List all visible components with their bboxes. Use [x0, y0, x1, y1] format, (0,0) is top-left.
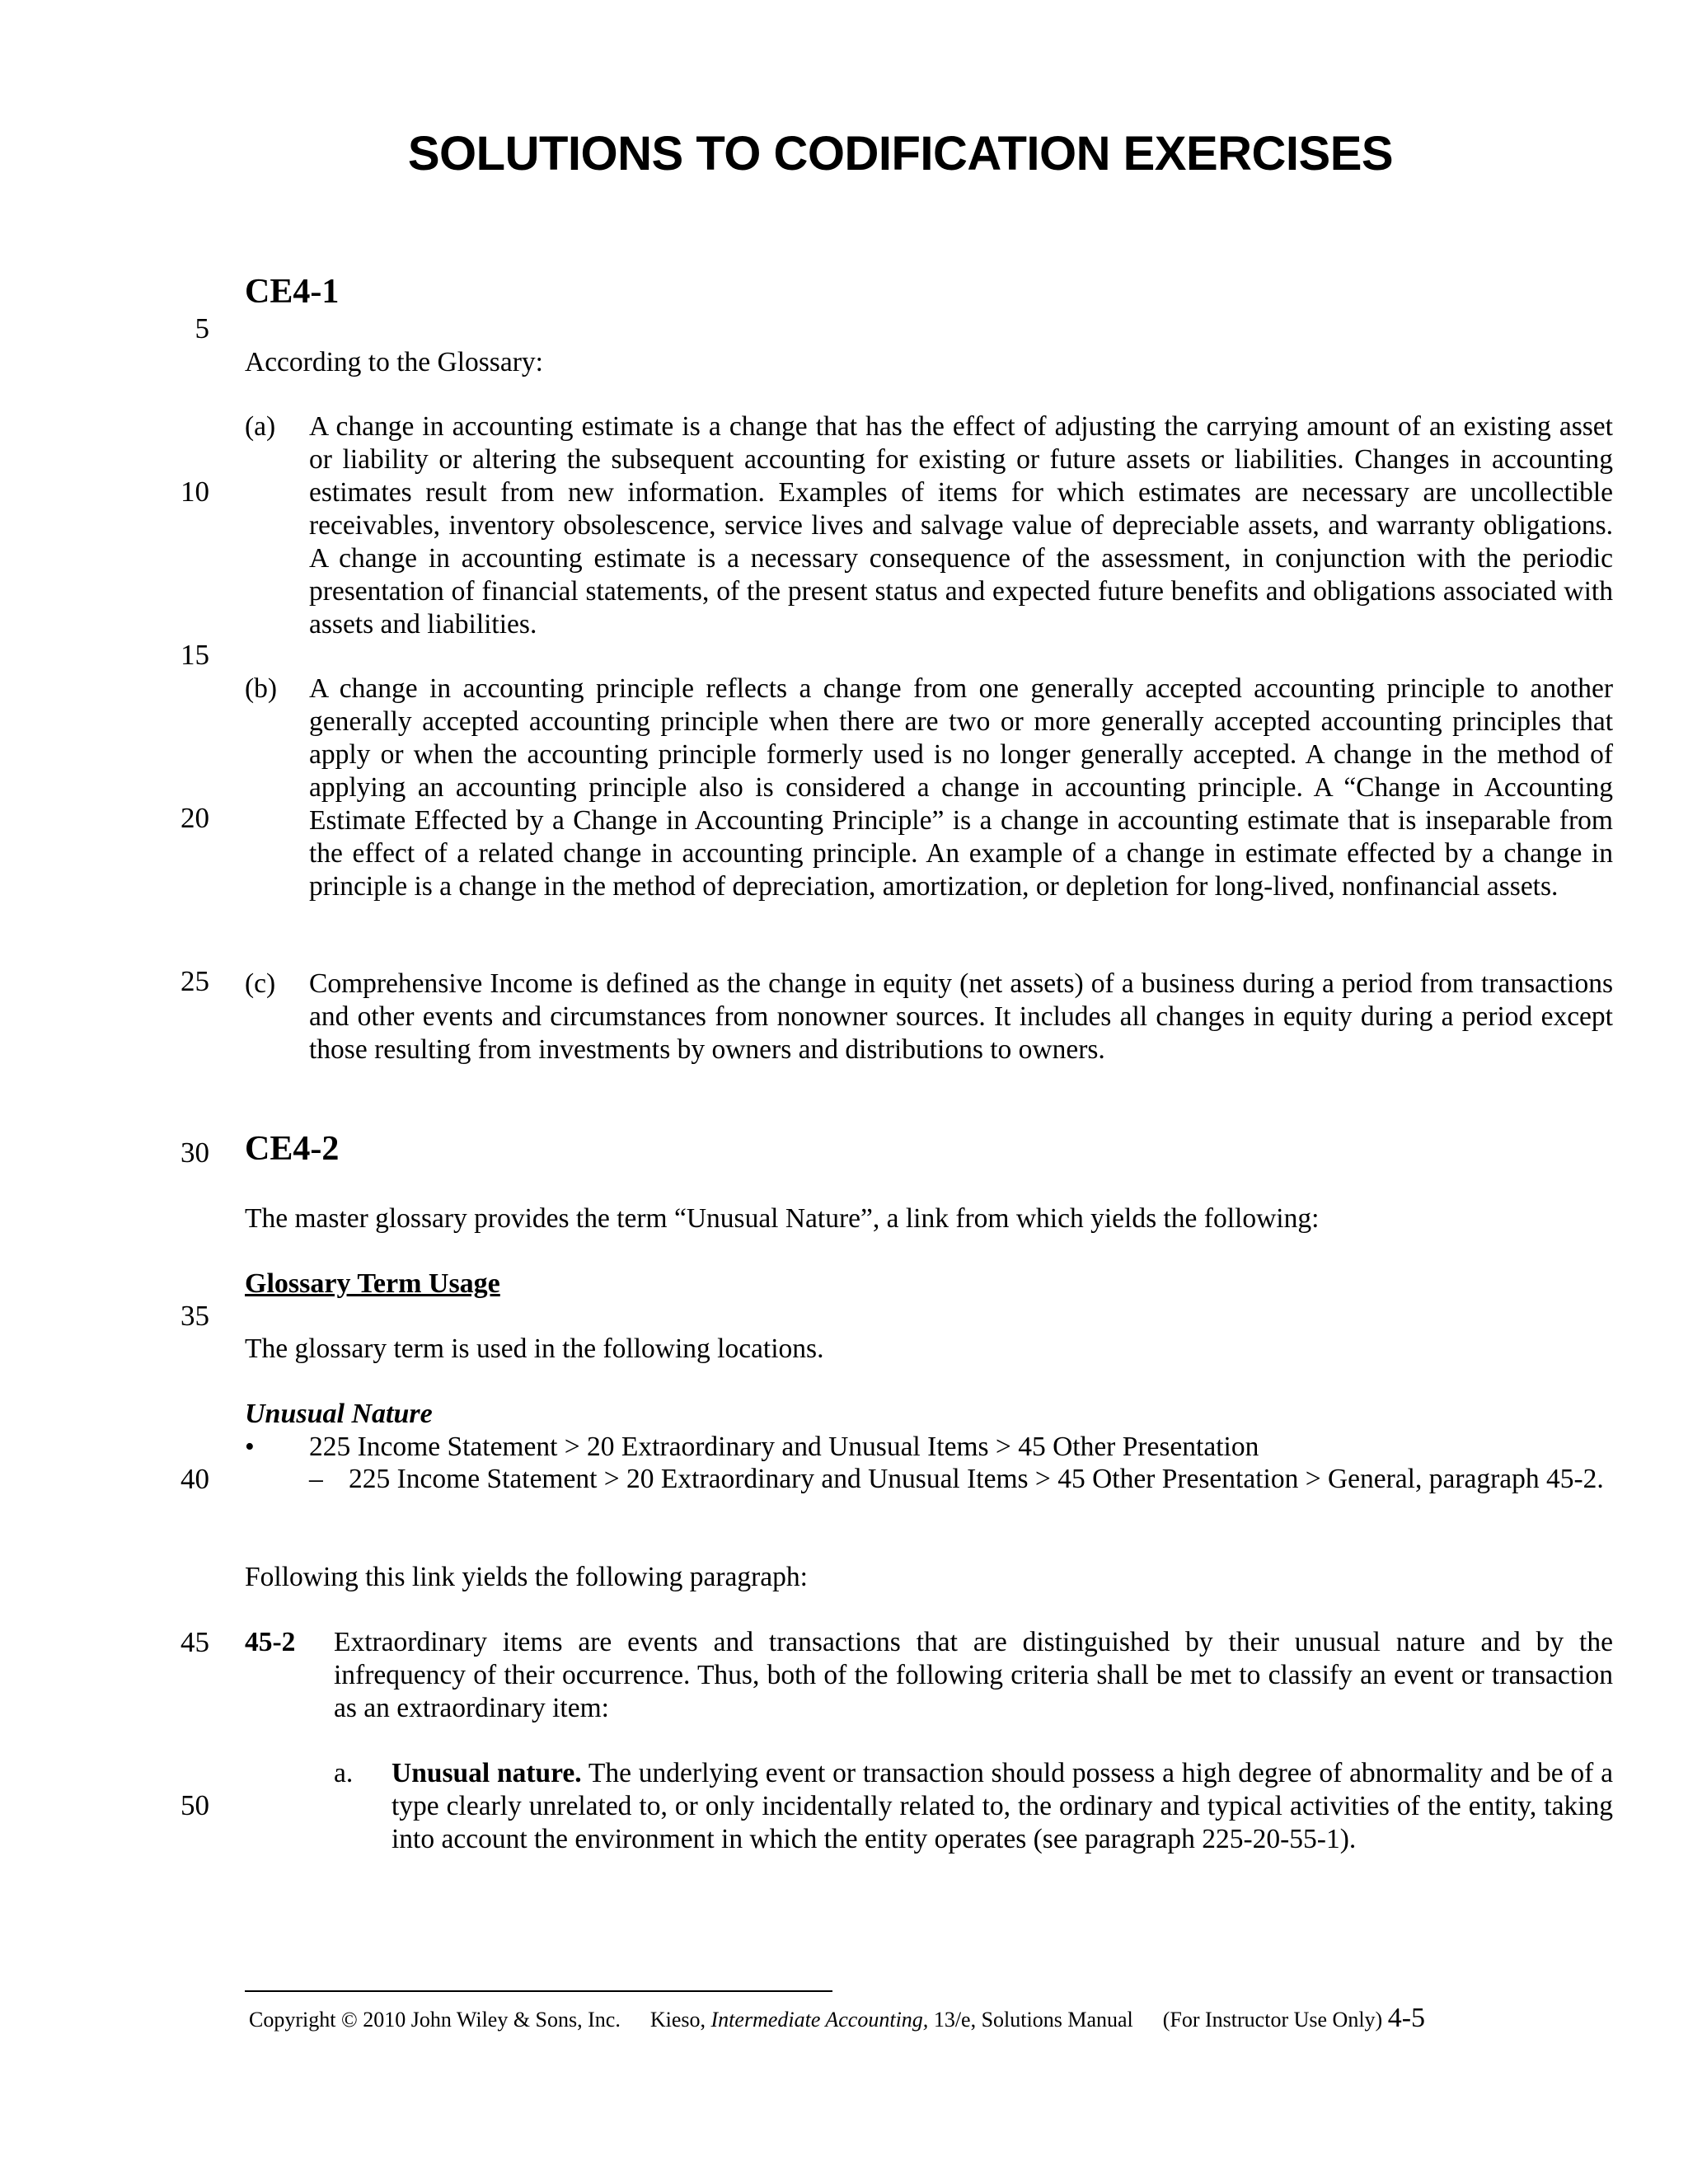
line-number: 45	[181, 1626, 209, 1658]
ce4-1-intro: According to the Glossary:	[245, 347, 543, 377]
criteria-text	[392, 1757, 1613, 1856]
list-item-label: (a)	[245, 411, 276, 442]
line-number: 20	[181, 802, 209, 834]
follow-text: Following this link yields the following paragraph:	[245, 1562, 808, 1592]
list-item-text: A change in accounting estimate is a change that has the effect of adjusting the carrying amount of an existing asset or liability or altering the subsequent accounting for existing or future assets or liabilities. Changes in accounting estimates result from new information. Examples of items for which estimates are necessary are uncollectible receivables, inventory obsolescence, service lives and salvage value of depreciable assets, and warranty obligations. A change in accounting estimate is a necessary consequence of the assessment, in conjunction with the periodic presentation of financial statements, of the present status and expected future benefits and obligations associated with assets and liabilities.	[309, 411, 1613, 640]
footer-usage: (For Instructor Use Only)	[1162, 2008, 1383, 2032]
page-number: 4-5	[1387, 2003, 1426, 2033]
line-number: 35	[181, 1300, 209, 1332]
criteria-description: The underlying event or transaction should possess a high degree of abnormality and be of a type clearly unrelated to, or only incidentally related to, the ordinary and typical activities of the entity, taking into account the environment in which the entity operates (see paragraph 225-20-55-1).	[392, 1758, 1613, 1854]
footer-author: Kieso,	[649, 2008, 711, 2032]
ce4-2-intro: The master glossary provides the term “Unusual Nature”, a link from which yields the following:	[245, 1203, 1320, 1234]
line-number: 15	[181, 639, 209, 671]
paragraph-45-2	[245, 1626, 1613, 1725]
list-item-label: (b)	[245, 673, 278, 704]
bullet-text: 225 Income Statement > 20 Extraordinary and Unusual Items > 45 Other Presentation	[309, 1432, 1259, 1462]
footer-edition: 13/e, Solutions Manual	[928, 2008, 1133, 2032]
list-item-b	[245, 673, 1613, 903]
bullet-icon: •	[245, 1432, 255, 1462]
criteria-label: a.	[334, 1758, 354, 1788]
footer-book-title: Intermediate Accounting,	[710, 2008, 929, 2032]
paragraph-text: Extraordinary items are events and transactions that are distinguished by their unusual nature and by the infrequency of their occurrence. Thus, both of the following criteria shall be met to classify an event or transaction as an extraordinary item:	[334, 1627, 1613, 1723]
dash-text: 225 Income Statement > 20 Extraordinary and Unusual Items > 45 Other Presentation > General, paragraph 45-2.	[349, 1464, 1604, 1494]
page-title: SOLUTIONS TO CODIFICATION EXERCISES	[407, 127, 1394, 180]
line-number: 40	[181, 1463, 209, 1495]
line-number: 10	[181, 476, 209, 508]
line-number: 25	[181, 965, 209, 997]
list-item-c	[245, 968, 1613, 1066]
list-item-text: A change in accounting principle reflects a change from one generally accepted accounting principle to another generally accepted accounting principle when there are two or more generally accepted accounting principles that apply or when the accounting principle formerly used is no longer generally accepted. A change in the method of applying an accounting principle also is considered a change in accounting principle. A “Change in Accounting Estimate Effected by a Change in Accounting Principle” is a change in accounting estimate that is inseparable from the effect of a related change in accounting principle. An example of a change in estimate effected by a change in principle is a change in the method of depreciation, amortization, or depletion for long-lived, nonfinancial assets.	[309, 673, 1613, 902]
dash-item	[309, 1463, 1613, 1496]
list-item-text: Comprehensive Income is defined as the change in equity (net assets) of a business during a period from transactions and other events and circumstances from nonowner sources. It includes all changes in equity during a period except those resulting from investments by owners and distributions to owners.	[309, 968, 1613, 1065]
criteria-term: Unusual nature.	[392, 1758, 582, 1788]
footer-rule	[245, 1990, 832, 1992]
line-number: 50	[181, 1789, 209, 1821]
list-item-label: (c)	[245, 968, 276, 999]
paragraph-label: 45-2	[245, 1627, 296, 1657]
list-item-a	[245, 410, 1613, 641]
section-heading-ce4-2: CE4-2	[245, 1130, 340, 1168]
bullet-item	[245, 1431, 1613, 1464]
page-footer	[249, 2004, 1425, 2032]
glossary-intro: The glossary term is used in the following locations.	[245, 1333, 824, 1364]
term-heading: Unusual Nature	[245, 1399, 433, 1429]
footer-copyright: Copyright © 2010 John Wiley & Sons, Inc.	[249, 2008, 621, 2032]
line-number: 5	[195, 312, 209, 344]
glossary-term-usage-heading: Glossary Term Usage	[245, 1268, 500, 1299]
line-number: 30	[181, 1137, 209, 1169]
criteria-item-a	[334, 1757, 1613, 1856]
section-heading-ce4-1: CE4-1	[245, 273, 340, 311]
dash-icon: –	[309, 1464, 323, 1494]
